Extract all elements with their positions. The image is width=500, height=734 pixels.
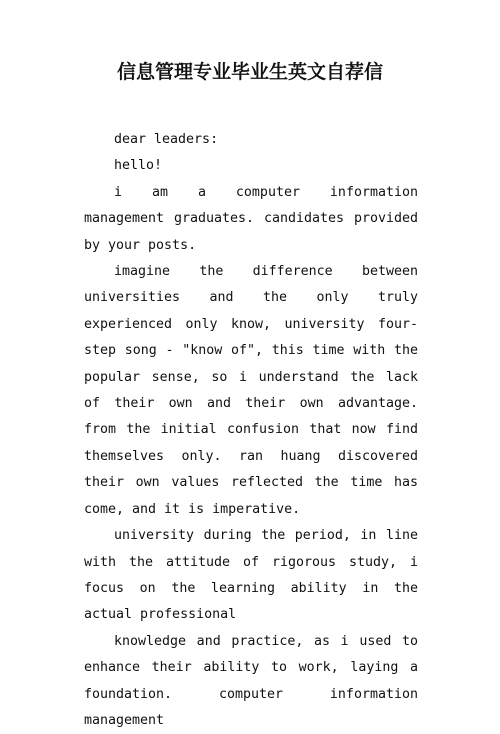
paragraph: imagine the difference between universities and the only truly experienced only know, university four-step song - "know of", this time with the popular sense, so i understand the lack of their own and their own advantage. from the initial confusion that now find themselves only. ran huang discovered their own values reflected the time has come, and it is imperative. [84,264,418,517]
paragraph-greeting: hello! [114,158,163,174]
paragraph: knowledge and practice, as i used to enhance their ability to work, laying a foundation. computer information management [84,633,418,728]
paragraph: university during the period, in line with the attitude of rigorous study, i focus on the learning ability in the actual professional [84,528,418,623]
letter-body [84,127,418,734]
paragraph-salutation: dear leaders: [114,132,219,147]
paragraph: i am a computer information management graduates. candidates provided by your posts. [84,184,418,253]
document-title: 信息管理专业毕业生英文自荐信 [116,61,383,83]
